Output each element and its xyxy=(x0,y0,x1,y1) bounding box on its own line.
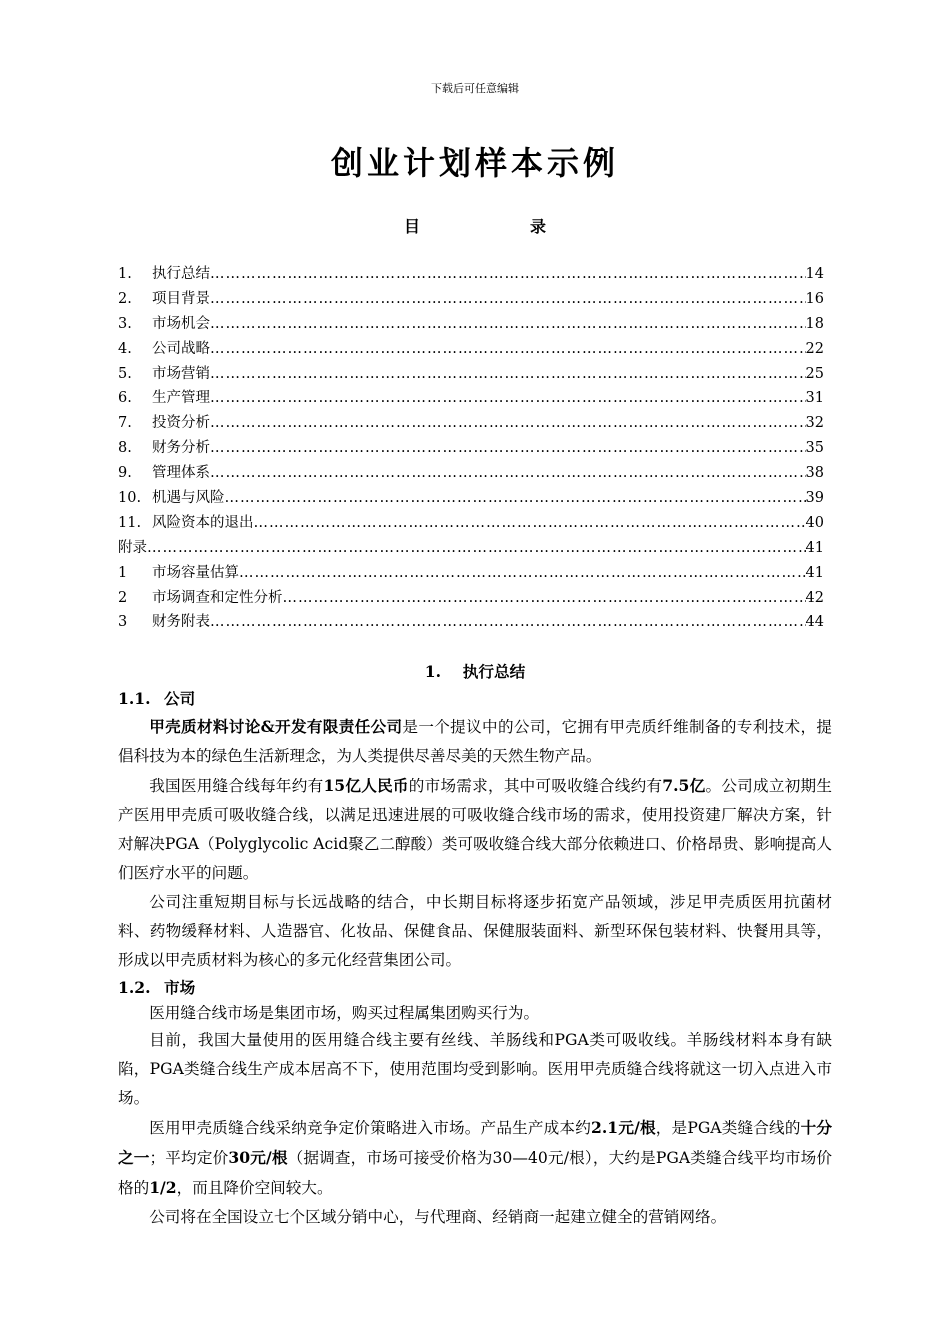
toc-label: 风险资本的退出 xyxy=(152,514,254,531)
toc-leader xyxy=(210,436,806,461)
toc-heading-char: 录 xyxy=(530,217,547,236)
toc-leader xyxy=(239,561,806,586)
paragraph: 公司将在全国设立七个区域分销中心，与代理商、经销商一起建立健全的营销网络。 xyxy=(149,1208,727,1226)
toc-label: 项目背景 xyxy=(152,290,210,307)
toc-entry[interactable] xyxy=(118,610,824,635)
toc-page: 39 xyxy=(805,490,824,507)
toc-label: 机遇与风险 xyxy=(152,490,225,507)
toc-number: 6. xyxy=(118,390,132,407)
toc-leader xyxy=(254,511,806,536)
toc-number: 1 xyxy=(118,564,128,581)
toc-entry[interactable] xyxy=(118,486,824,511)
paragraph: 目前，我国大量使用的医用缝合线主要有丝线、羊肠线和PGA类可吸收线。羊肠线材料本身有缺陷，PGA类缝合线生产成本居高不下，使用范围均受到影响。医用甲壳质缝合线将就这一切入点进入市场。 xyxy=(118,1031,832,1107)
toc-label: 生产管理 xyxy=(152,390,210,407)
toc-label: 市场调查和定性分析 xyxy=(152,589,283,606)
toc-leader xyxy=(210,312,806,337)
toc-leader xyxy=(210,262,806,287)
toc-label: 投资分析 xyxy=(152,415,210,432)
document-body xyxy=(118,658,832,1232)
toc-leader xyxy=(210,610,806,635)
paragraph: 医用缝合线市场是集团市场，购买过程属集团购买行为。 xyxy=(149,1004,540,1022)
toc-entry[interactable] xyxy=(118,536,824,561)
toc-label: 财务分析 xyxy=(152,440,210,457)
toc-number: 11. xyxy=(118,514,142,531)
toc-number: 4. xyxy=(118,340,132,357)
toc-number: 5. xyxy=(118,365,132,382)
toc-label: 市场营销 xyxy=(152,365,210,382)
toc-page: 25 xyxy=(805,365,824,382)
paragraph: 医用甲壳质缝合线采纳竞争定价策略进入市场。产品生产成本约2.1元/根，是PGA类缝合线的十分之一；平均定价30元/根（据调查，市场可接受价格为30—40元/根），大约是PGA类缝合线平均市场价格的1/2，而且降价空间较大。 xyxy=(118,1118,832,1197)
toc-number: 3. xyxy=(118,315,132,332)
toc-leader xyxy=(225,486,806,511)
toc-entry[interactable] xyxy=(118,436,824,461)
toc-page: 32 xyxy=(805,415,824,432)
document-title: 创业计划样本示例 xyxy=(330,144,619,182)
paragraph: 甲壳质材料讨论&开发有限责任公司是一个提议中的公司，它拥有甲壳质纤维制备的专利技术，提倡科技为本的绿色生活新理念，为人类提供尽善尽美的天然生物产品。 xyxy=(118,717,832,765)
toc-leader xyxy=(210,362,806,387)
toc-entry[interactable] xyxy=(118,312,824,337)
toc-page: 38 xyxy=(805,465,824,482)
toc-page: 40 xyxy=(805,514,824,531)
toc-entry[interactable] xyxy=(118,287,824,312)
toc-number: 2. xyxy=(118,290,132,307)
toc-entry[interactable] xyxy=(118,362,824,387)
toc-leader xyxy=(210,411,806,436)
toc-page: 35 xyxy=(805,440,824,457)
toc-leader xyxy=(210,287,806,312)
toc-number: 7. xyxy=(118,415,132,432)
paragraph: 公司注重短期目标与长远战略的结合，中长期目标将逐步拓宽产品领域，涉足甲壳质医用抗菌材料、药物缓释材料、人造器官、化妆品、保健食品、保健服装面料、新型环保包装材料、快餐用具等，形成以甲壳质材料为核心的多元化经营集团公司。 xyxy=(118,893,832,969)
toc-label: 市场机会 xyxy=(152,315,210,332)
toc-label: 管理体系 xyxy=(152,465,210,482)
toc-page: 42 xyxy=(805,589,824,606)
toc-number: 9. xyxy=(118,465,132,482)
toc-page: 22 xyxy=(805,340,824,357)
toc-entry[interactable] xyxy=(118,586,824,611)
toc-entry[interactable] xyxy=(118,262,824,287)
toc-entry[interactable] xyxy=(118,511,824,536)
subsection-heading: 1.2. 市场 xyxy=(118,978,196,997)
subsection-heading: 1.1. 公司 xyxy=(118,689,196,708)
toc-label: 附录 xyxy=(118,539,147,556)
toc-page: 16 xyxy=(805,290,824,307)
toc-label: 执行总结 xyxy=(152,266,210,282)
toc-entry[interactable] xyxy=(118,386,824,411)
toc-entry[interactable] xyxy=(118,561,824,586)
toc-number: 3 xyxy=(118,614,128,631)
toc-leader xyxy=(283,586,806,611)
toc-number: 1. xyxy=(118,266,132,282)
toc-label: 财务附表 xyxy=(152,614,210,631)
toc-page: 18 xyxy=(805,315,824,332)
toc-heading-char: 目 xyxy=(403,217,420,236)
toc-number: 10. xyxy=(118,490,142,507)
toc-entry[interactable] xyxy=(118,411,824,436)
table-of-contents xyxy=(118,262,824,635)
toc-leader xyxy=(210,461,806,486)
toc-entry[interactable] xyxy=(118,337,824,362)
toc-heading xyxy=(0,214,950,237)
toc-number: 8. xyxy=(118,440,132,457)
toc-page: 44 xyxy=(805,614,824,631)
toc-page: 41 xyxy=(805,564,824,581)
toc-leader xyxy=(210,386,806,411)
toc-label: 公司战略 xyxy=(152,340,210,357)
toc-leader xyxy=(147,536,806,561)
toc-page: 41 xyxy=(805,539,824,556)
toc-page: 14 xyxy=(805,266,824,282)
toc-page: 31 xyxy=(805,390,824,407)
paragraph: 我国医用缝合线每年约有15亿人民币的市场需求，其中可吸收缝合线约有7.5亿。公司成立初期生产医用甲壳质可吸收缝合线，以满足迅速进展的可吸收缝合线市场的需求，使用投资建厂解决方案，针对解决PGA（Polyglycolic Acid聚乙二醇酸）类可吸收缝合线大部分依赖进口、价格昂贵、影响提高人们医疗水平的问题。 xyxy=(118,776,832,882)
toc-label: 市场容量估算 xyxy=(152,564,239,581)
toc-entry[interactable] xyxy=(118,461,824,486)
section-heading: 1. 执行总结 xyxy=(424,662,526,681)
page-header: 下载后可任意编辑 xyxy=(431,82,519,95)
toc-leader xyxy=(210,337,806,362)
toc-number: 2 xyxy=(118,589,128,606)
